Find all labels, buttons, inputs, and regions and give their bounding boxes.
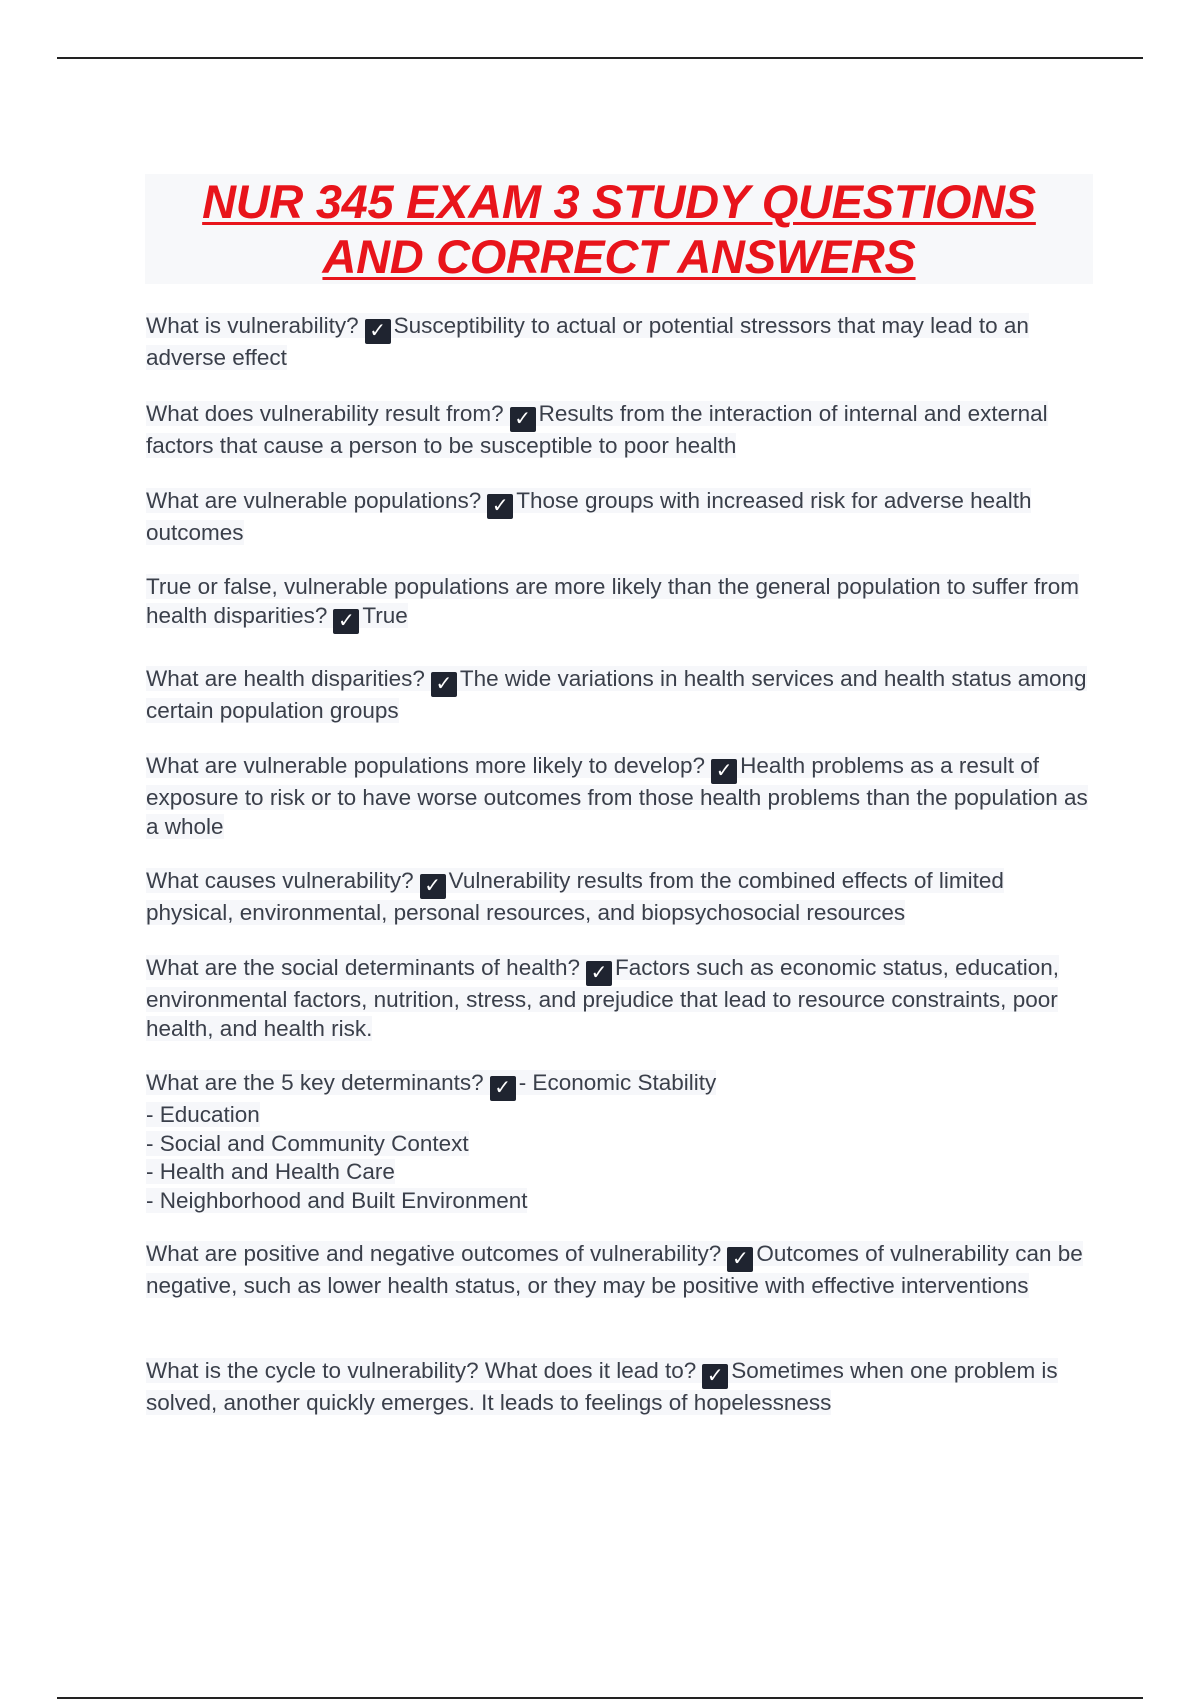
check-box-icon: ✓: [365, 319, 391, 344]
list-item: - Health and Health Care: [146, 1159, 395, 1184]
check-box-icon: ✓: [487, 494, 513, 519]
title-line-2: AND CORRECT ANSWERS: [322, 230, 916, 283]
question-text: What is the cycle to vulnerability? What does it lead to?: [146, 1358, 697, 1383]
answer-text: Results from the interaction of internal and external factors that cause a person to be susceptible to poor health: [146, 401, 1048, 458]
qa-item: [146, 1357, 1091, 1418]
answer-text: True: [362, 602, 408, 628]
list-item: - Social and Community Context: [146, 1130, 469, 1156]
qa-item: [146, 400, 1091, 461]
qa-item: [146, 1240, 1091, 1301]
check-box-icon: ✓: [431, 672, 457, 697]
check-box-icon: ✓: [711, 759, 737, 784]
bottom-rule: [57, 1697, 1143, 1699]
qa-item: [146, 752, 1091, 841]
answer-text: Sometimes when one problem is solved, another quickly emerges. It leads to feelings of hopelessness: [146, 1358, 1058, 1415]
question-text: What causes vulnerability?: [146, 868, 414, 893]
qa-item: [146, 312, 1091, 373]
check-box-icon: ✓: [420, 874, 446, 899]
question-text: What are health disparities?: [146, 666, 425, 691]
answer-text: The wide variations in health services and health status among certain population groups: [146, 666, 1087, 723]
list-item: - Neighborhood and Built Environment: [146, 1187, 528, 1213]
check-box-icon: ✓: [727, 1247, 753, 1272]
qa-item: [146, 954, 1091, 1043]
top-rule: [57, 57, 1143, 59]
qa-item: [146, 665, 1091, 726]
check-box-icon: ✓: [510, 407, 536, 432]
answer-text: Factors such as economic status, education, environmental factors, nutrition, stress, and prejudice that lead to resource constraints, poor health, and health risk.: [146, 955, 1059, 1041]
title-block: [145, 174, 1093, 284]
title-line-1: NUR 345 EXAM 3 STUDY QUESTIONS: [202, 175, 1036, 228]
question-text: What are vulnerable populations?: [146, 488, 482, 513]
check-box-icon: ✓: [702, 1364, 728, 1389]
answer-text: Those groups with increased risk for adverse health outcomes: [146, 488, 1032, 545]
question-text: True or false, vulnerable populations are more likely than the general population to suffer from health disparities?: [146, 574, 1080, 628]
answer-text: Vulnerability results from the combined effects of limited physical, environmental, personal resources, and biopsychosocial resources: [146, 868, 1004, 925]
qa-item: [146, 487, 1091, 548]
question-text: What are positive and negative outcomes of vulnerability?: [146, 1241, 722, 1266]
answer-text: Health problems as a result of exposure to risk or to have worse outcomes from those health problems than the population as a whole: [146, 753, 1088, 839]
qa-item: [146, 573, 1091, 634]
question-text: What does vulnerability result from?: [146, 401, 504, 426]
qa-item: [146, 867, 1091, 928]
question-text: What are the 5 key determinants?: [146, 1070, 484, 1095]
question-text: What are the social determinants of health?: [146, 955, 580, 980]
question-text: What is vulnerability?: [146, 313, 359, 338]
question-text: What are vulnerable populations more likely to develop?: [146, 753, 706, 778]
check-box-icon: ✓: [586, 961, 612, 986]
qa-item: [146, 1069, 1091, 1215]
list-item: - Education: [146, 1102, 260, 1127]
answer-text: Outcomes of vulnerability can be negative, such as lower health status, or they may be positive with effective interventions: [146, 1241, 1083, 1298]
check-box-icon: ✓: [490, 1076, 516, 1101]
check-box-icon: ✓: [333, 609, 359, 634]
answer-text: - Economic Stability: [518, 1070, 717, 1095]
answer-text: Susceptibility to actual or potential stressors that may lead to an adverse effect: [146, 313, 1029, 370]
